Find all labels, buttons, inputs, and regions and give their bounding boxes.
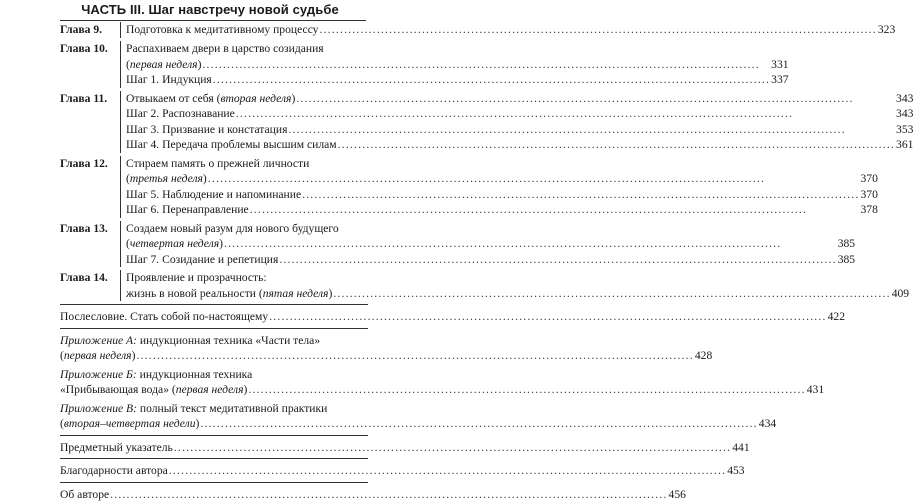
title-rule xyxy=(60,20,366,21)
page-number: 378 xyxy=(861,202,878,218)
page-number: 453 xyxy=(727,463,744,479)
chapter-label: Глава 13. xyxy=(60,221,120,237)
page-number: 370 xyxy=(861,187,878,203)
toc-line xyxy=(126,106,913,122)
appendix-title: Приложение А: xyxy=(60,334,137,347)
toc-line xyxy=(126,286,909,302)
toc-line xyxy=(60,416,368,432)
toc-line-text: Предметный указатель xyxy=(60,440,173,456)
toc-line xyxy=(126,91,913,107)
toc-line-text: Шаг 3. Призвание и констатация xyxy=(126,122,287,138)
toc-line-text: (четвертая неделя) xyxy=(126,236,223,252)
week-note: третья неделя xyxy=(130,172,203,185)
toc-line-text: Шаг 2. Распознавание xyxy=(126,106,235,122)
page-number: 337 xyxy=(771,72,788,88)
leader-dots xyxy=(200,416,757,432)
page-number: 331 xyxy=(771,57,788,73)
leader-dots xyxy=(213,72,770,88)
chapter-13-entry[interactable] xyxy=(60,221,368,268)
leader-dots xyxy=(333,286,890,302)
appendix-a-entry[interactable] xyxy=(60,333,368,364)
toc-line xyxy=(126,57,789,73)
index-entry[interactable] xyxy=(60,440,368,456)
leader-dots xyxy=(136,348,693,364)
page-number: 323 xyxy=(878,22,895,38)
week-note: пятая неделя xyxy=(263,287,329,300)
week-note: вторая неделя xyxy=(220,92,291,105)
chapter-label: Глава 9. xyxy=(60,22,120,38)
appendix-title: Приложение Б: xyxy=(60,368,137,381)
leader-dots xyxy=(302,187,859,203)
toc-line-text: Шаг 6. Перенаправление xyxy=(126,202,249,218)
toc-line xyxy=(60,463,368,479)
toc-line-text: (первая неделя) xyxy=(126,57,201,73)
leader-dots xyxy=(236,106,895,122)
appendix-title: Приложение В: xyxy=(60,402,137,415)
toc-line-text: Стираем память о прежней личности xyxy=(126,156,309,172)
toc-line-text: Создаем новый разум для нового будущего xyxy=(126,221,339,237)
toc-line xyxy=(126,22,895,38)
chapter-label: Глава 11. xyxy=(60,91,120,107)
week-note: четвертая неделя xyxy=(130,237,219,250)
toc-line xyxy=(126,171,878,187)
toc-line-text: Приложение В: полный текст медитативной практики xyxy=(60,401,327,417)
leader-dots xyxy=(279,252,836,268)
toc-line xyxy=(126,270,909,286)
toc-line-text: Шаг 5. Наблюдение и напоминание xyxy=(126,187,301,203)
section-divider xyxy=(60,458,368,459)
toc-line xyxy=(60,333,368,349)
week-note: первая неделя xyxy=(64,349,132,362)
toc-line-text: Шаг 1. Индукция xyxy=(126,72,212,88)
toc-line-text: Отвыкаем от себя (вторая неделя) xyxy=(126,91,295,107)
page-number: 343 xyxy=(896,106,913,122)
toc-line-text: Об авторе xyxy=(60,487,109,502)
toc-line-text: (третья неделя) xyxy=(126,171,207,187)
page-number: 370 xyxy=(861,171,878,187)
toc-line xyxy=(60,382,368,398)
toc-line xyxy=(126,137,913,153)
appendix-c-entry[interactable] xyxy=(60,401,368,432)
toc-line xyxy=(126,122,913,138)
toc-line-text: (первая неделя) xyxy=(60,348,135,364)
chapter-label: Глава 14. xyxy=(60,270,120,286)
week-note: первая неделя xyxy=(130,58,198,71)
chapter-9-entry[interactable] xyxy=(60,22,368,38)
section-divider xyxy=(60,482,368,483)
leader-dots xyxy=(110,487,667,502)
toc-line xyxy=(126,72,789,88)
page-number: 428 xyxy=(695,348,712,364)
page-number: 385 xyxy=(838,236,855,252)
leader-dots xyxy=(250,202,860,218)
toc-line-text: Шаг 4. Передача проблемы высшим силам xyxy=(126,137,337,153)
toc-line-text: жизнь в новой реальности (пятая неделя) xyxy=(126,286,332,302)
leader-dots xyxy=(288,122,895,138)
toc-line xyxy=(126,156,878,172)
section-divider xyxy=(60,328,368,329)
chapter-11-entry[interactable] xyxy=(60,91,368,153)
chapter-label: Глава 12. xyxy=(60,156,120,172)
toc-line-text: Приложение А: индукционная техника «Части тела» xyxy=(60,333,320,349)
leader-dots xyxy=(269,309,826,325)
week-note: вторая–четвертая недели xyxy=(64,417,196,430)
leader-dots xyxy=(208,171,860,187)
page-number: 431 xyxy=(807,382,824,398)
toc-line-text: Благодарности автора xyxy=(60,463,168,479)
page-number: 409 xyxy=(892,286,909,302)
leader-dots xyxy=(174,440,731,456)
about-author-entry[interactable] xyxy=(60,487,368,502)
page-number: 353 xyxy=(896,122,913,138)
page-number: 343 xyxy=(896,91,913,107)
leader-dots xyxy=(224,236,837,252)
page-number: 456 xyxy=(669,487,686,502)
section-divider xyxy=(60,435,368,436)
page-number: 361 xyxy=(896,137,913,153)
part-title: ЧАСТЬ III. Шаг навстречу новой судьбе xyxy=(0,2,420,17)
chapter-10-entry[interactable] xyxy=(60,41,368,88)
chapter-12-entry[interactable] xyxy=(60,156,368,218)
toc-line-text: «Прибывающая вода» (первая неделя) xyxy=(60,382,247,398)
leader-dots xyxy=(169,463,726,479)
toc-line-text: Послесловие. Стать собой по-настоящему xyxy=(60,309,268,325)
toc-line xyxy=(60,487,368,502)
leader-dots xyxy=(319,22,876,38)
week-note: первая неделя xyxy=(176,383,244,396)
appendix-b-entry[interactable] xyxy=(60,367,368,398)
toc-line xyxy=(60,401,368,417)
chapter-label: Глава 10. xyxy=(60,41,120,57)
afterword-entry[interactable] xyxy=(60,309,368,325)
toc-line xyxy=(126,41,789,57)
page-number: 385 xyxy=(838,252,855,268)
toc-line xyxy=(60,367,368,383)
page-number: 422 xyxy=(828,309,845,325)
table-of-contents xyxy=(60,22,368,502)
toc-line-text: Шаг 7. Созидание и репетиция xyxy=(126,252,278,268)
leader-dots xyxy=(338,137,895,153)
toc-line xyxy=(126,252,855,268)
acknowledgements-entry[interactable] xyxy=(60,463,368,479)
leader-dots xyxy=(202,57,770,73)
toc-line-text: Приложение Б: индукционная техника xyxy=(60,367,252,383)
toc-line xyxy=(126,221,855,237)
toc-line xyxy=(126,236,855,252)
page-number: 434 xyxy=(759,416,776,432)
toc-line-text: Подготовка к медитативному процессу xyxy=(126,22,318,38)
toc-page xyxy=(0,0,420,420)
toc-line xyxy=(126,202,878,218)
toc-line xyxy=(126,187,878,203)
toc-line xyxy=(60,440,368,456)
leader-dots xyxy=(296,91,895,107)
toc-line-text: Проявление и прозрачность: xyxy=(126,270,267,286)
section-divider xyxy=(60,304,368,305)
leader-dots xyxy=(248,382,805,398)
toc-line-text: Распахиваем двери в царство созидания xyxy=(126,41,324,57)
toc-line xyxy=(60,348,368,364)
toc-line-text: (вторая–четвертая недели) xyxy=(60,416,199,432)
toc-line xyxy=(60,309,368,325)
chapter-14-entry[interactable] xyxy=(60,270,368,301)
page-number: 441 xyxy=(732,440,749,456)
